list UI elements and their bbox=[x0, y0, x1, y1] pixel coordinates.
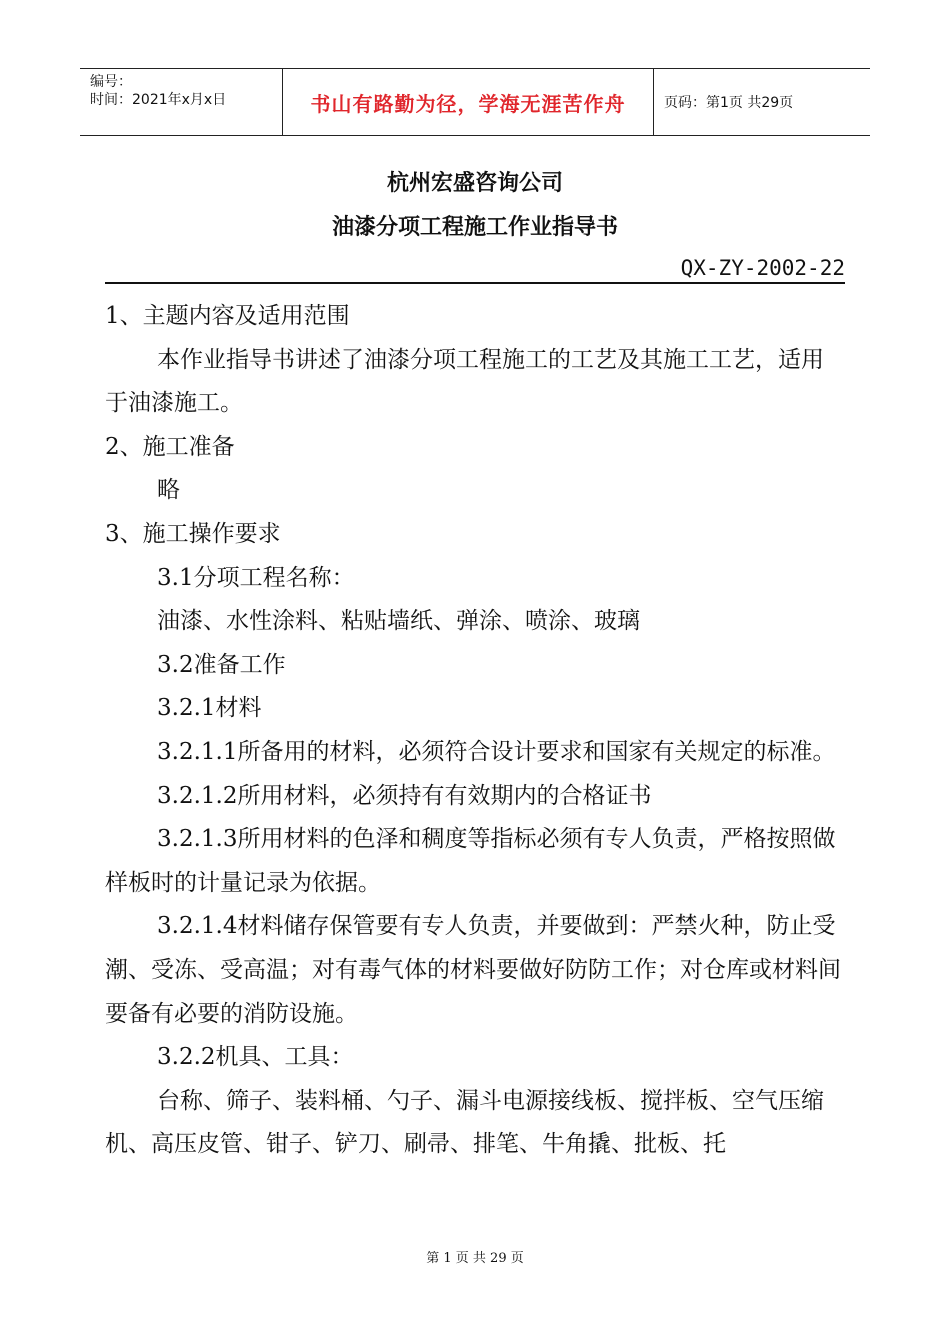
paragraph: 略 bbox=[157, 477, 180, 504]
page-info: 页码：第1页 共29页 bbox=[664, 95, 794, 111]
paragraph: 3.2.1.3所用材料的色泽和稠度等指标必须有专人负责，严格按照做样板时的计量记录为依据。 bbox=[105, 826, 836, 896]
title-divider bbox=[105, 282, 845, 284]
paragraph: 3.2准备工作 bbox=[157, 651, 286, 678]
document-number: QX-ZY-2002-22 bbox=[680, 256, 845, 280]
paragraph: 3.2.2机具、工具： bbox=[157, 1044, 354, 1071]
header-page-cell bbox=[654, 69, 870, 135]
time-label: 时间：2021年x月x日 bbox=[90, 92, 227, 108]
page-footer: 第 1 页 共 29 页 bbox=[426, 1251, 524, 1266]
number-label: 编号： bbox=[90, 74, 132, 90]
document-title: 油漆分项工程施工作业指导书 bbox=[331, 215, 618, 240]
header-table bbox=[80, 68, 870, 136]
paragraph: 3、施工操作要求 bbox=[105, 520, 281, 547]
paragraph: 3.2.1.4材料储存保管要有专人负责，并要做到：严禁火种，防止受潮、受冻、受高温；对有毒气体的材料要做好防防工作；对仓库或材料间要备有必要的消防设施。 bbox=[105, 913, 841, 1027]
paragraph: 3.2.1材料 bbox=[157, 695, 262, 722]
paragraph: 1、主题内容及适用范围 bbox=[105, 303, 350, 329]
document-body bbox=[105, 295, 845, 1167]
paragraph: 2、施工准备 bbox=[105, 433, 235, 460]
header-left-cell bbox=[80, 69, 282, 135]
paragraph: 油漆、水性涂料、粘贴墙纸、弹涂、喷涂、玻璃 bbox=[157, 608, 640, 635]
header-motto-cell bbox=[282, 69, 654, 135]
company-title: 杭州宏盛咨询公司 bbox=[386, 171, 563, 196]
motto-text: 书山有路勤为径，学海无涯苦作舟 bbox=[310, 91, 626, 116]
paragraph: 3.2.1.2所用材料，必须持有有效期内的合格证书 bbox=[157, 782, 652, 809]
paragraph: 台称、筛子、装料桶、勺子、漏斗电源接线板、搅拌板、空气压缩机、高压皮管、钳子、铲刀、刷帚、排笔、牛角撬、批板、托 bbox=[105, 1087, 824, 1158]
paragraph: 本作业指导书讲述了油漆分项工程施工的工艺及其施工工艺，适用于油漆施工。 bbox=[105, 346, 824, 417]
paragraph: 3.1分项工程名称： bbox=[157, 564, 355, 591]
paragraph: 3.2.1.1所备用的材料，必须符合设计要求和国家有关规定的标准。 bbox=[157, 738, 836, 765]
